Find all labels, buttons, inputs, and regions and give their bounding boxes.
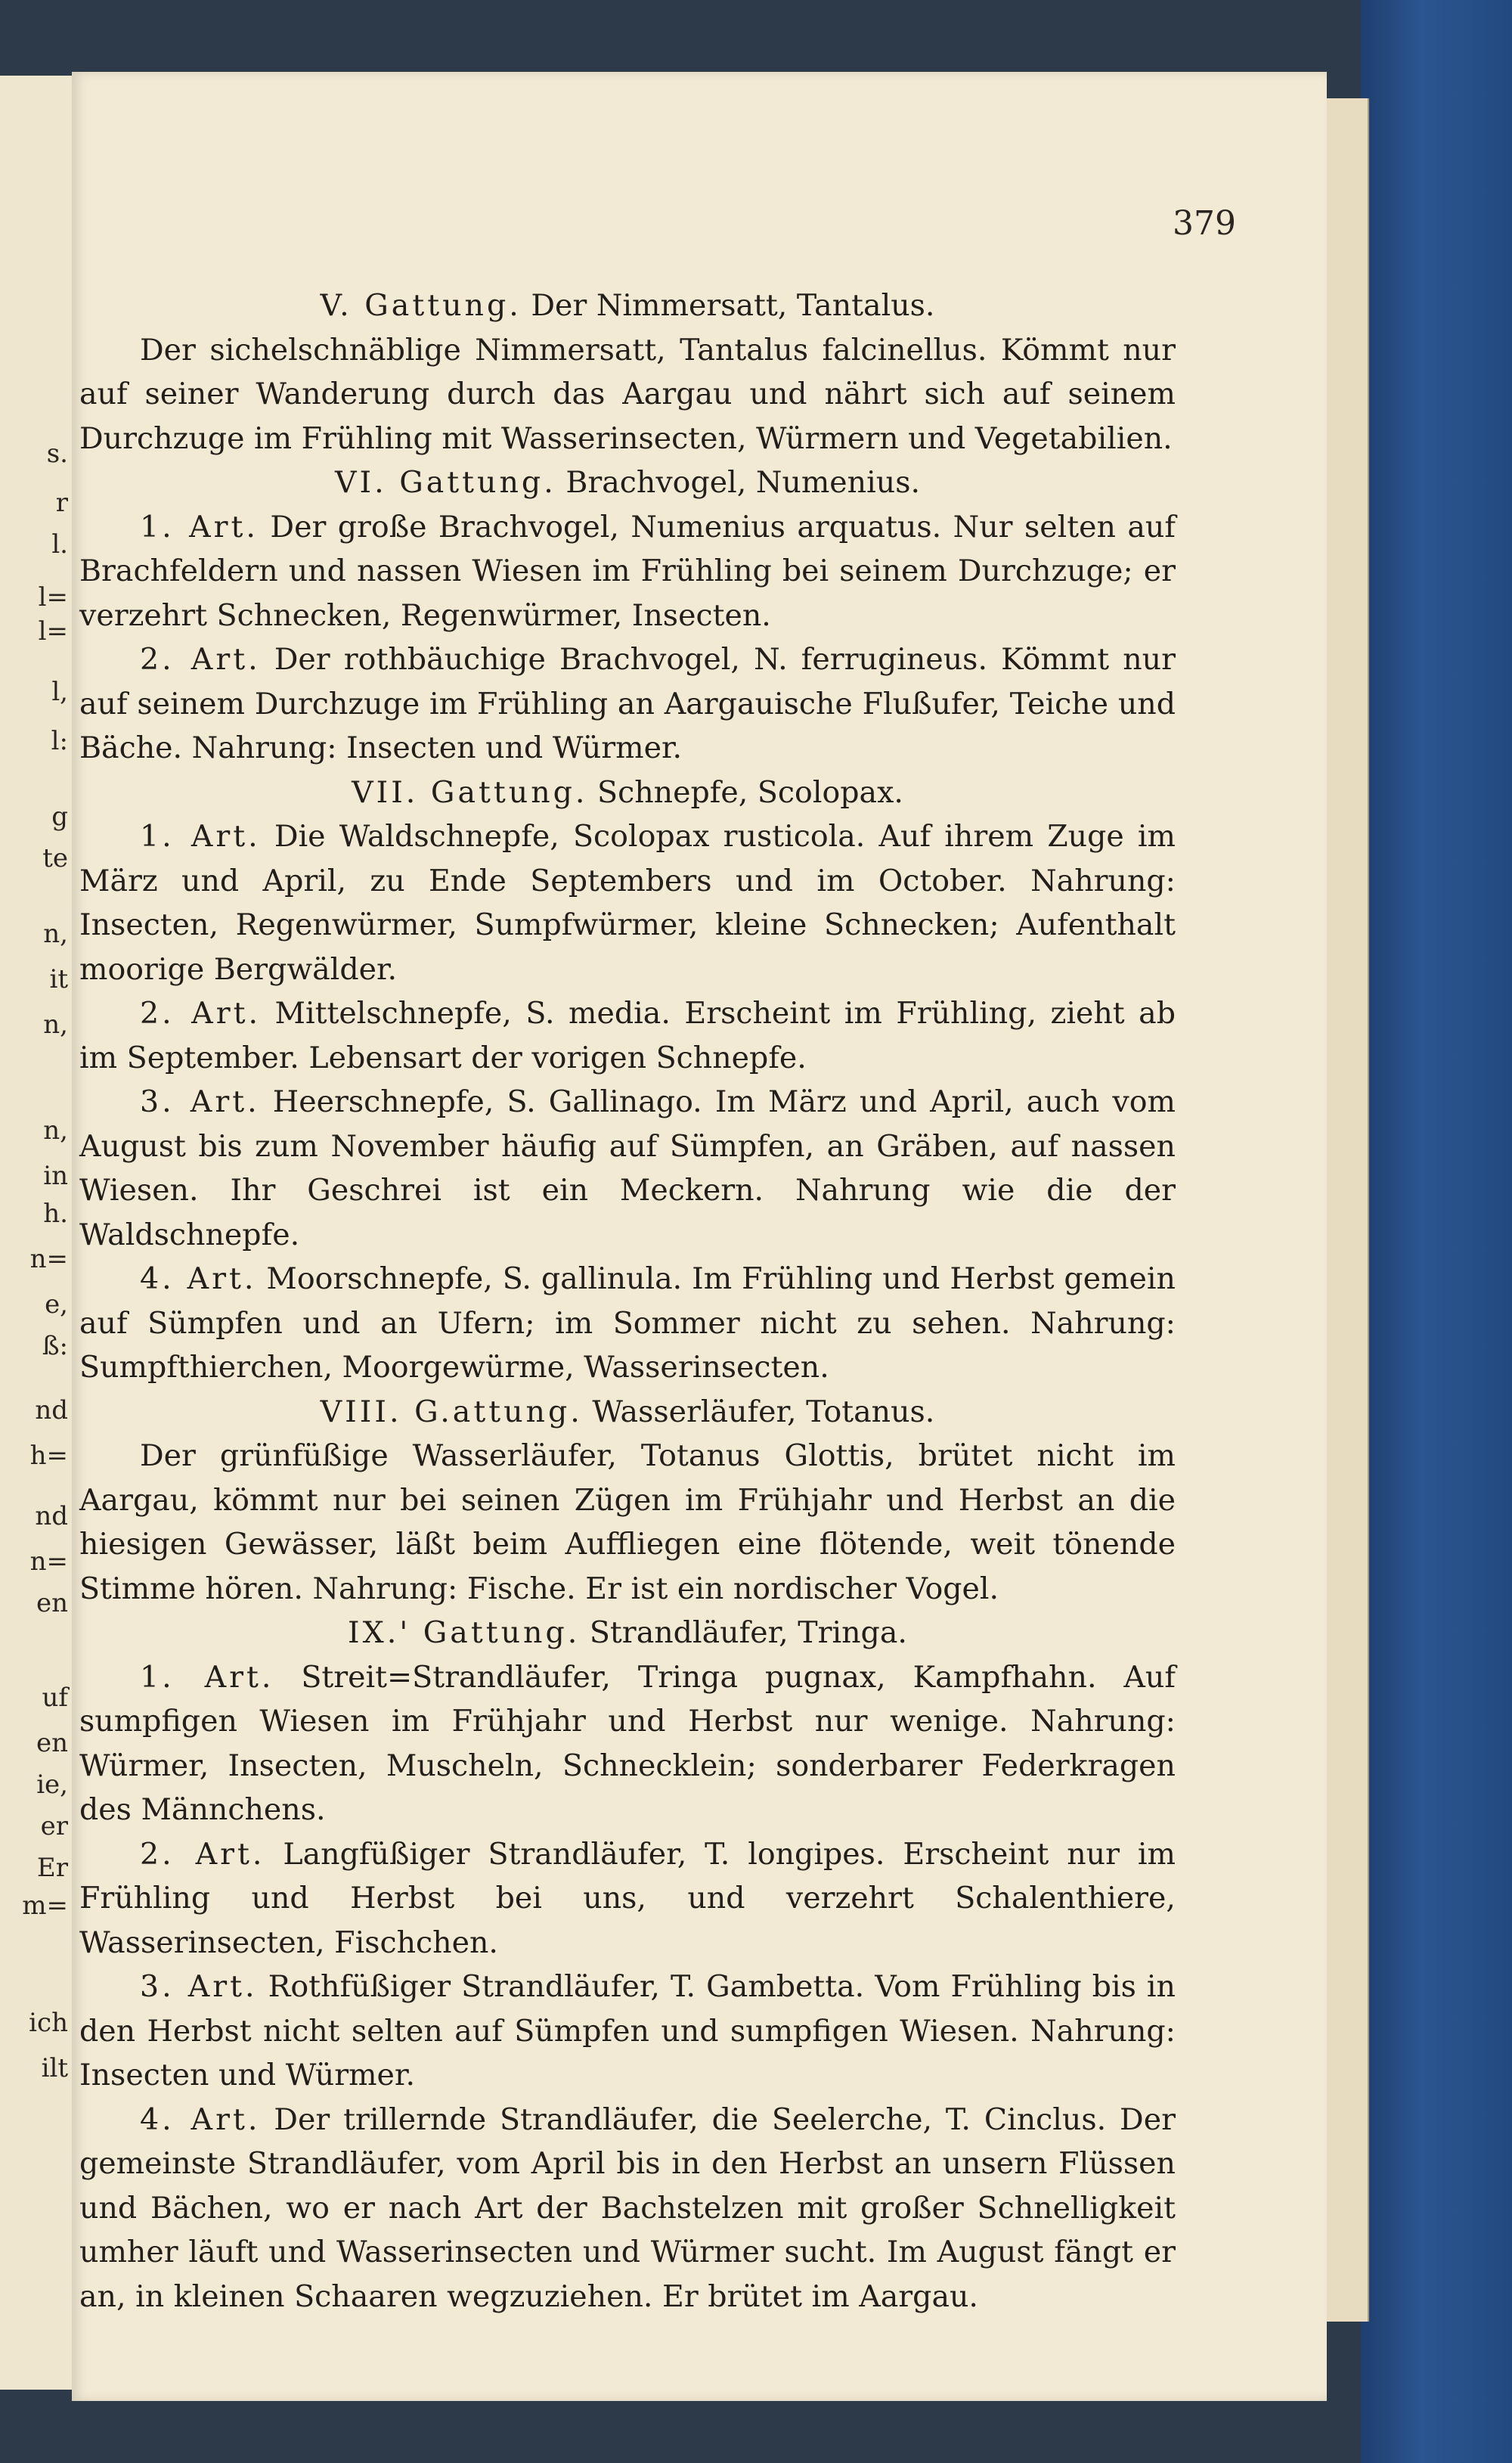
facing-page bbox=[0, 76, 72, 2390]
margin-fragment: it bbox=[49, 964, 68, 994]
margin-fragment: in bbox=[43, 1161, 68, 1191]
page-edge bbox=[1327, 98, 1345, 2322]
margin-fragment: ilt bbox=[41, 2053, 68, 2083]
paragraph: Der grünfüßige Wasserläufer, Totanus Glottis, brütet nicht im Aargau, kömmt nur bei seinen Zügen im Frühjahr und Herbst an die hiesigen Gewässer, läßt beim Auffliegen eine flötende, weit tönende Stimme hören. Nahrung: Fische. Er ist ein nordischer Vogel. bbox=[79, 1438, 1176, 1606]
margin-fragment: uf bbox=[42, 1683, 68, 1713]
species-paragraph: 1. Art. Die Waldschnepfe, Scolopax rusticola. Auf ihrem Zuge im März und April, zu Ende Septembers und im October. Nahrung: Insecten, Regenwürmer, Sumpfwürmer, kleine Schnecken; Aufenthalt moorige Bergwälder. bbox=[79, 819, 1176, 987]
margin-fragment: m= bbox=[22, 1891, 68, 1921]
margin-fragment: l: bbox=[51, 726, 68, 756]
margin-fragment: n= bbox=[29, 1546, 68, 1577]
genus-heading: VII. Gattung. Schnepfe, Scolopax. bbox=[352, 774, 903, 810]
margin-fragment: n= bbox=[29, 1244, 68, 1274]
margin-fragment: en bbox=[36, 1728, 68, 1758]
genus-heading: IX.' Gattung. Strandläufer, Tringa. bbox=[348, 1615, 907, 1650]
species-paragraph: 4. Art. Moorschnepfe, S. gallinula. Im Frühling und Herbst gemein auf Sümpfen und an Ufern; im Sommer nicht zu sehen. Nahrung: Sumpfthierchen, Moorgewürme, Wasserinsecten. bbox=[79, 1261, 1176, 1385]
species-paragraph: 3. Art. Rothfüßiger Strandläufer, T. Gambetta. Vom Frühling bis in den Herbst nicht selten auf Sümpfen und sumpfigen Wiesen. Nahrung: Insecten und Würmer. bbox=[79, 1969, 1176, 2092]
margin-fragment: h= bbox=[29, 1441, 68, 1471]
page-edge bbox=[1357, 98, 1369, 2322]
species-paragraph: 3. Art. Heerschnepfe, S. Gallinago. Im März und April, auch vom August bis zum November häufig auf Sümpfen, an Gräben, auf nassen Wiesen. Ihr Geschrei ist ein Meckern. Nahrung wie die der Waldschnepfe. bbox=[79, 1084, 1176, 1252]
margin-fragment: r bbox=[55, 488, 68, 518]
margin-fragment: l. bbox=[51, 529, 68, 560]
margin-fragment: Er bbox=[36, 1853, 68, 1883]
margin-fragment: l, bbox=[51, 677, 68, 707]
species-paragraph: 2. Art. Der rothbäuchige Brachvogel, N. ferrugineus. Kömmt nur auf seinem Durchzuge im Frühling an Aargauische Flußufer, Teiche und Bäche. Nahrung: Insecten und Würmer. bbox=[79, 642, 1176, 765]
margin-fragment: nd bbox=[35, 1395, 68, 1425]
margin-fragment: g bbox=[51, 802, 68, 832]
margin-fragment: te bbox=[42, 843, 68, 873]
genus-heading: VI. Gattung. Brachvogel, Numenius. bbox=[334, 465, 921, 500]
margin-fragment: en bbox=[36, 1588, 68, 1618]
book-binding bbox=[1361, 0, 1512, 2463]
species-paragraph: 1. Art. Streit=Strandläufer, Tringa pugnax, Kampfhahn. Auf sumpfigen Wiesen im Frühjahr und Herbst nur wenige. Nahrung: Würmer, Insecten, Muscheln, Schnecklein; sonderbarer Federkragen des Männchens. bbox=[79, 1659, 1176, 1827]
species-paragraph: 2. Art. Langfüßiger Strandläufer, T. longipes. Erscheint nur im Frühling und Herbst bei uns, und verzehrt Schalenthiere, Wasserinsecten, Fischchen. bbox=[79, 1836, 1176, 1960]
margin-fragment: ß: bbox=[42, 1331, 68, 1361]
book-page bbox=[72, 72, 1327, 2401]
margin-fragment: l= bbox=[38, 582, 68, 613]
margin-fragment: ich bbox=[29, 2008, 68, 2038]
genus-heading: V. Gattung. Der Nimmersatt, Tantalus. bbox=[320, 288, 935, 323]
species-paragraph: 4. Art. Der trillernde Strandläufer, die Seelerche, T. Cinclus. Der gemeinste Strandläufer, vom April bis in den Herbst an unsern Flüssen und Bächen, wo er nach Art der Bachstelzen mit großer Schnelligkeit umher läuft und Wasserinsecten und Würmer sucht. Im August fängt er an, in kleinen Schaaren wegzuziehen. Er brütet im Aargau. bbox=[79, 2102, 1176, 2314]
margin-fragment: h. bbox=[43, 1199, 68, 1229]
page-number: 379 bbox=[1173, 204, 1236, 243]
margin-fragment: s. bbox=[46, 439, 68, 469]
margin-fragment: l= bbox=[38, 616, 68, 647]
margin-fragment: n, bbox=[43, 1115, 68, 1146]
species-paragraph: 2. Art. Mittelschnepfe, S. media. Erscheint im Frühling, zieht ab im September. Lebensart der vorigen Schnepfe. bbox=[79, 996, 1176, 1075]
margin-fragment: nd bbox=[35, 1501, 68, 1531]
paragraph: Der sichelschnäblige Nimmersatt, Tantalus falcinellus. Kömmt nur auf seiner Wanderung durch das Aargau und nährt sich auf seinem Durchzuge im Frühling mit Wasserinsecten, Würmern und Vegetabilien. bbox=[79, 332, 1176, 456]
margin-fragment: n, bbox=[43, 919, 68, 949]
page-text bbox=[79, 284, 1176, 2319]
genus-heading: VIII. G.attung. Wasserläufer, Totanus. bbox=[320, 1394, 935, 1429]
species-paragraph: 1. Art. Der große Brachvogel, Numenius arquatus. Nur selten auf Brachfeldern und nassen Wiesen im Frühling bei seinem Durchzuge; er verzehrt Schnecken, Regenwürmer, Insecten. bbox=[79, 509, 1176, 633]
margin-fragment: ie, bbox=[36, 1770, 68, 1800]
margin-fragment: e, bbox=[45, 1289, 68, 1320]
margin-fragment: er bbox=[40, 1811, 68, 1841]
margin-fragment: n, bbox=[43, 1010, 68, 1040]
page-edge bbox=[1343, 98, 1359, 2322]
